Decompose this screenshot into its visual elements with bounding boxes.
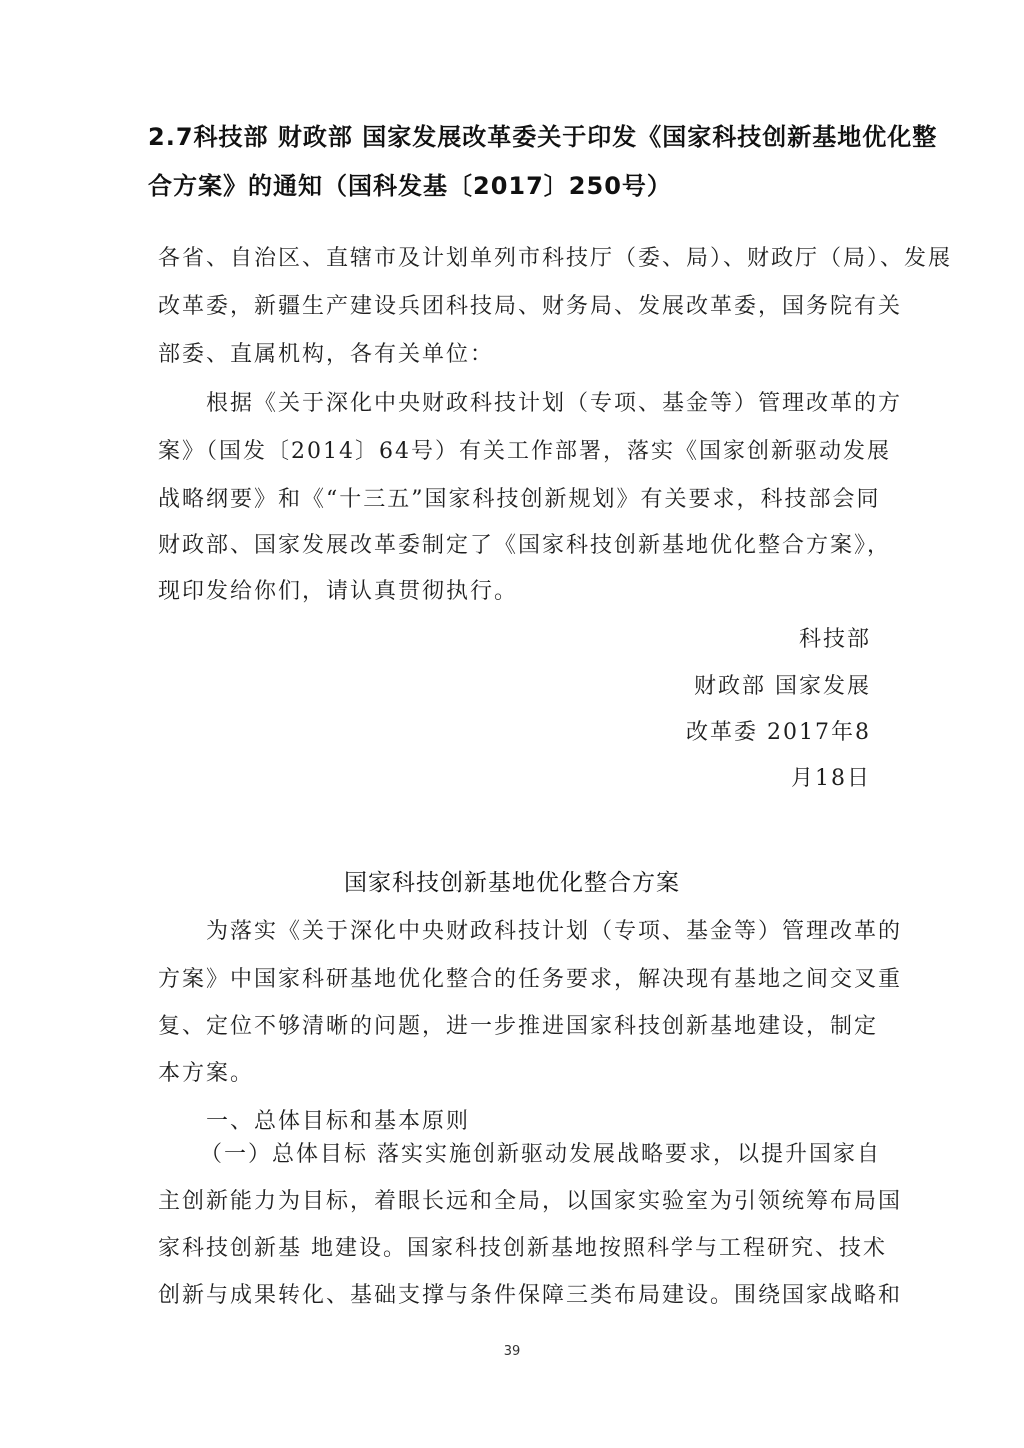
addressee-line-2: 改革委，新疆生产建设兵团科技局、财务局、发展改革委，国务院有关 bbox=[158, 294, 903, 319]
signature-line-3: 改革委 2017年8 bbox=[686, 720, 871, 745]
plan-intro-line-4: 本方案。 bbox=[158, 1061, 255, 1086]
plan-intro-line-1: 为落实《关于深化中央财政科技计划（专项、基金等）管理改革的 bbox=[206, 919, 903, 944]
section-one-heading: 一、总体目标和基本原则 bbox=[206, 1109, 471, 1134]
addressee-line-3: 部委、直属机构，各有关单位： bbox=[158, 342, 495, 367]
body-paragraph-line-5: 现印发给你们，请认真贯彻执行。 bbox=[158, 579, 519, 604]
section-one-line-1: （一）总体目标 落实实施创新驱动发展战略要求，以提升国家自 bbox=[200, 1142, 881, 1167]
signature-line-1: 科技部 bbox=[798, 627, 871, 652]
notice-heading-line-1: 2.7科技部 财政部 国家发展改革委关于印发《国家科技创新基地优化整 bbox=[148, 123, 938, 151]
plan-intro-line-3: 复、定位不够清晰的问题，进一步推进国家科技创新基地建设，制定 bbox=[158, 1014, 879, 1039]
body-paragraph-line-2: 案》（国发〔2014〕64号）有关工作部署，落实《国家创新驱动发展 bbox=[158, 439, 891, 464]
section-one-line-2: 主创新能力为目标，着眼长远和全局，以国家实验室为引领统筹布局国 bbox=[158, 1189, 903, 1214]
body-paragraph-line-4: 财政部、国家发展改革委制定了《国家科技创新基地优化整合方案》， bbox=[158, 533, 892, 558]
body-paragraph-line-3: 战略纲要》和《“十三五”国家科技创新规划》有关要求，科技部会同 bbox=[158, 487, 881, 512]
section-one-line-3: 家科技创新基 地建设。国家科技创新基地按照科学与工程研究、技术 bbox=[158, 1236, 887, 1261]
signature-line-2: 财政部 国家发展 bbox=[694, 674, 871, 699]
plan-title: 国家科技创新基地优化整合方案 bbox=[344, 870, 680, 896]
addressee-line-1: 各省、自治区、直辖市及计划单列市科技厅（委、局）、财政厅（局）、发展 bbox=[158, 246, 953, 271]
signature-date-line: 月18日 bbox=[791, 766, 871, 791]
notice-heading-line-2: 合方案》的通知（国科发基〔2017〕250号） bbox=[148, 172, 672, 200]
body-paragraph-line-1: 根据《关于深化中央财政科技计划（专项、基金等）管理改革的方 bbox=[206, 391, 903, 416]
plan-intro-line-2: 方案》中国家科研基地优化整合的任务要求，解决现有基地之间交叉重 bbox=[158, 967, 903, 992]
page-number: 39 bbox=[503, 1344, 521, 1359]
section-one-line-4: 创新与成果转化、基础支撑与条件保障三类布局建设。围绕国家战略和 bbox=[158, 1283, 903, 1308]
